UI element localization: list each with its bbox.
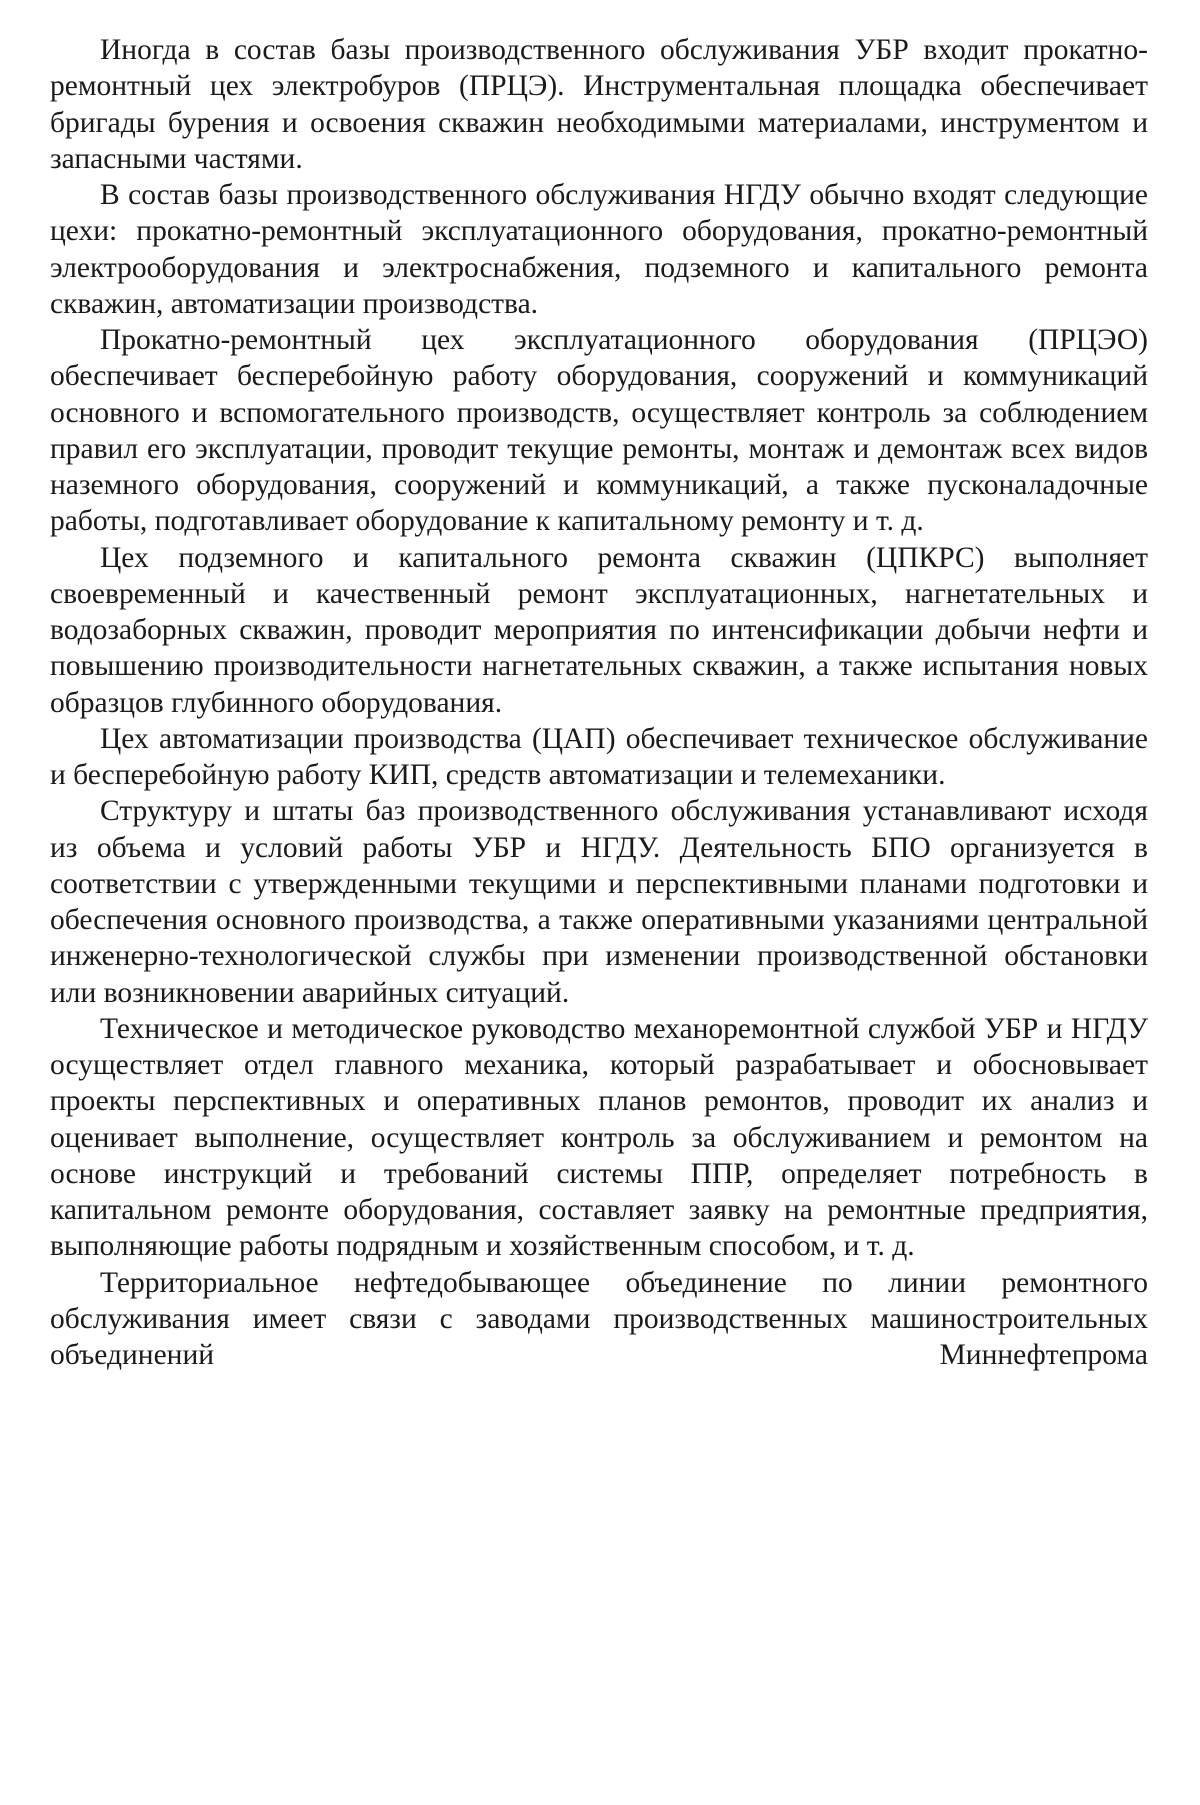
- paragraph-5: Цех автоматизации производства (ЦАП) обеспечивает техническое обслуживание и бесперебойную работу КИП, средств автоматизации и телемеханики.: [50, 722, 1148, 791]
- paragraph-2: В состав базы производственного обслуживания НГДУ обычно входят следующие цехи: прокатно-ремонтный эксплуатационного оборудования, прокатно-ремонтный электрооборудования и электроснабжения, подземного и капитального ремонта скважин, автоматизации производства.: [50, 179, 1148, 320]
- paragraph-7: Техническое и методическое руководство механоремонтной службой УБР и НГДУ осуществляет отдел главного механика, который разрабатывает и обосновывает проекты перспективных и оперативных планов ремонтов, проводит их анализ и оценивает выполнение, осуществляет контроль за обслуживанием и ремонтом на основе инструкций и требований системы ППР, определяет потребность в капитальном ремонте оборудования, составляет заявку на ремонтные предприятия, выполняющие работы подрядным и хозяйственным способом, и т. д.: [50, 1012, 1148, 1263]
- paragraph-6: Структуру и штаты баз производственного обслуживания устанавливают исходя из объема и условий работы УБР и НГДУ. Деятельность БПО организуется в соответствии с утвержденными текущими и перспективными планами подготовки и обеспечения основного производства, а также оперативными указаниями центральной инженерно-технологической службы при изменении производственной обстановки или возникновении аварийных ситуаций.: [50, 795, 1148, 1009]
- book-page: [50, 32, 1148, 1792]
- paragraph-3: Прокатно-ремонтный цех эксплуатационного оборудования (ПРЦЭО) обеспечивает бесперебойную работу оборудования, сооружений и коммуникаций основного и вспомогательного производств, осуществляет контроль за соблюдением правил его эксплуатации, проводит текущие ремонты, монтаж и демонтаж всех видов наземного оборудования, сооружений и коммуникаций, а также пусконаладочные работы, подготавливает оборудование к капитальному ремонту и т. д.: [50, 324, 1148, 538]
- paragraph-4: Цех подземного и капитального ремонта скважин (ЦПКРС) выполняет своевременный и качественный ремонт эксплуатационных, нагнетательных и водозаборных скважин, проводит мероприятия по интенсификации добычи нефти и повышению производительности нагнетательных скважин, а также испытания новых образцов глубинного оборудования.: [50, 541, 1148, 719]
- paragraph-8: Территориальное нефтедобывающее объединение по линии ремонтного обслуживания имеет связи с заводами производственных машиностроительных объединений Миннефтепрома: [50, 1266, 1148, 1371]
- paragraph-1: Иногда в состав базы производственного обслуживания УБР входит прокатно-ремонтный цех электробуров (ПРЦЭ). Инструментальная площадка обеспечивает бригады бурения и освоения скважин необходимыми материалами, инструментом и запасными частями.: [50, 34, 1148, 175]
